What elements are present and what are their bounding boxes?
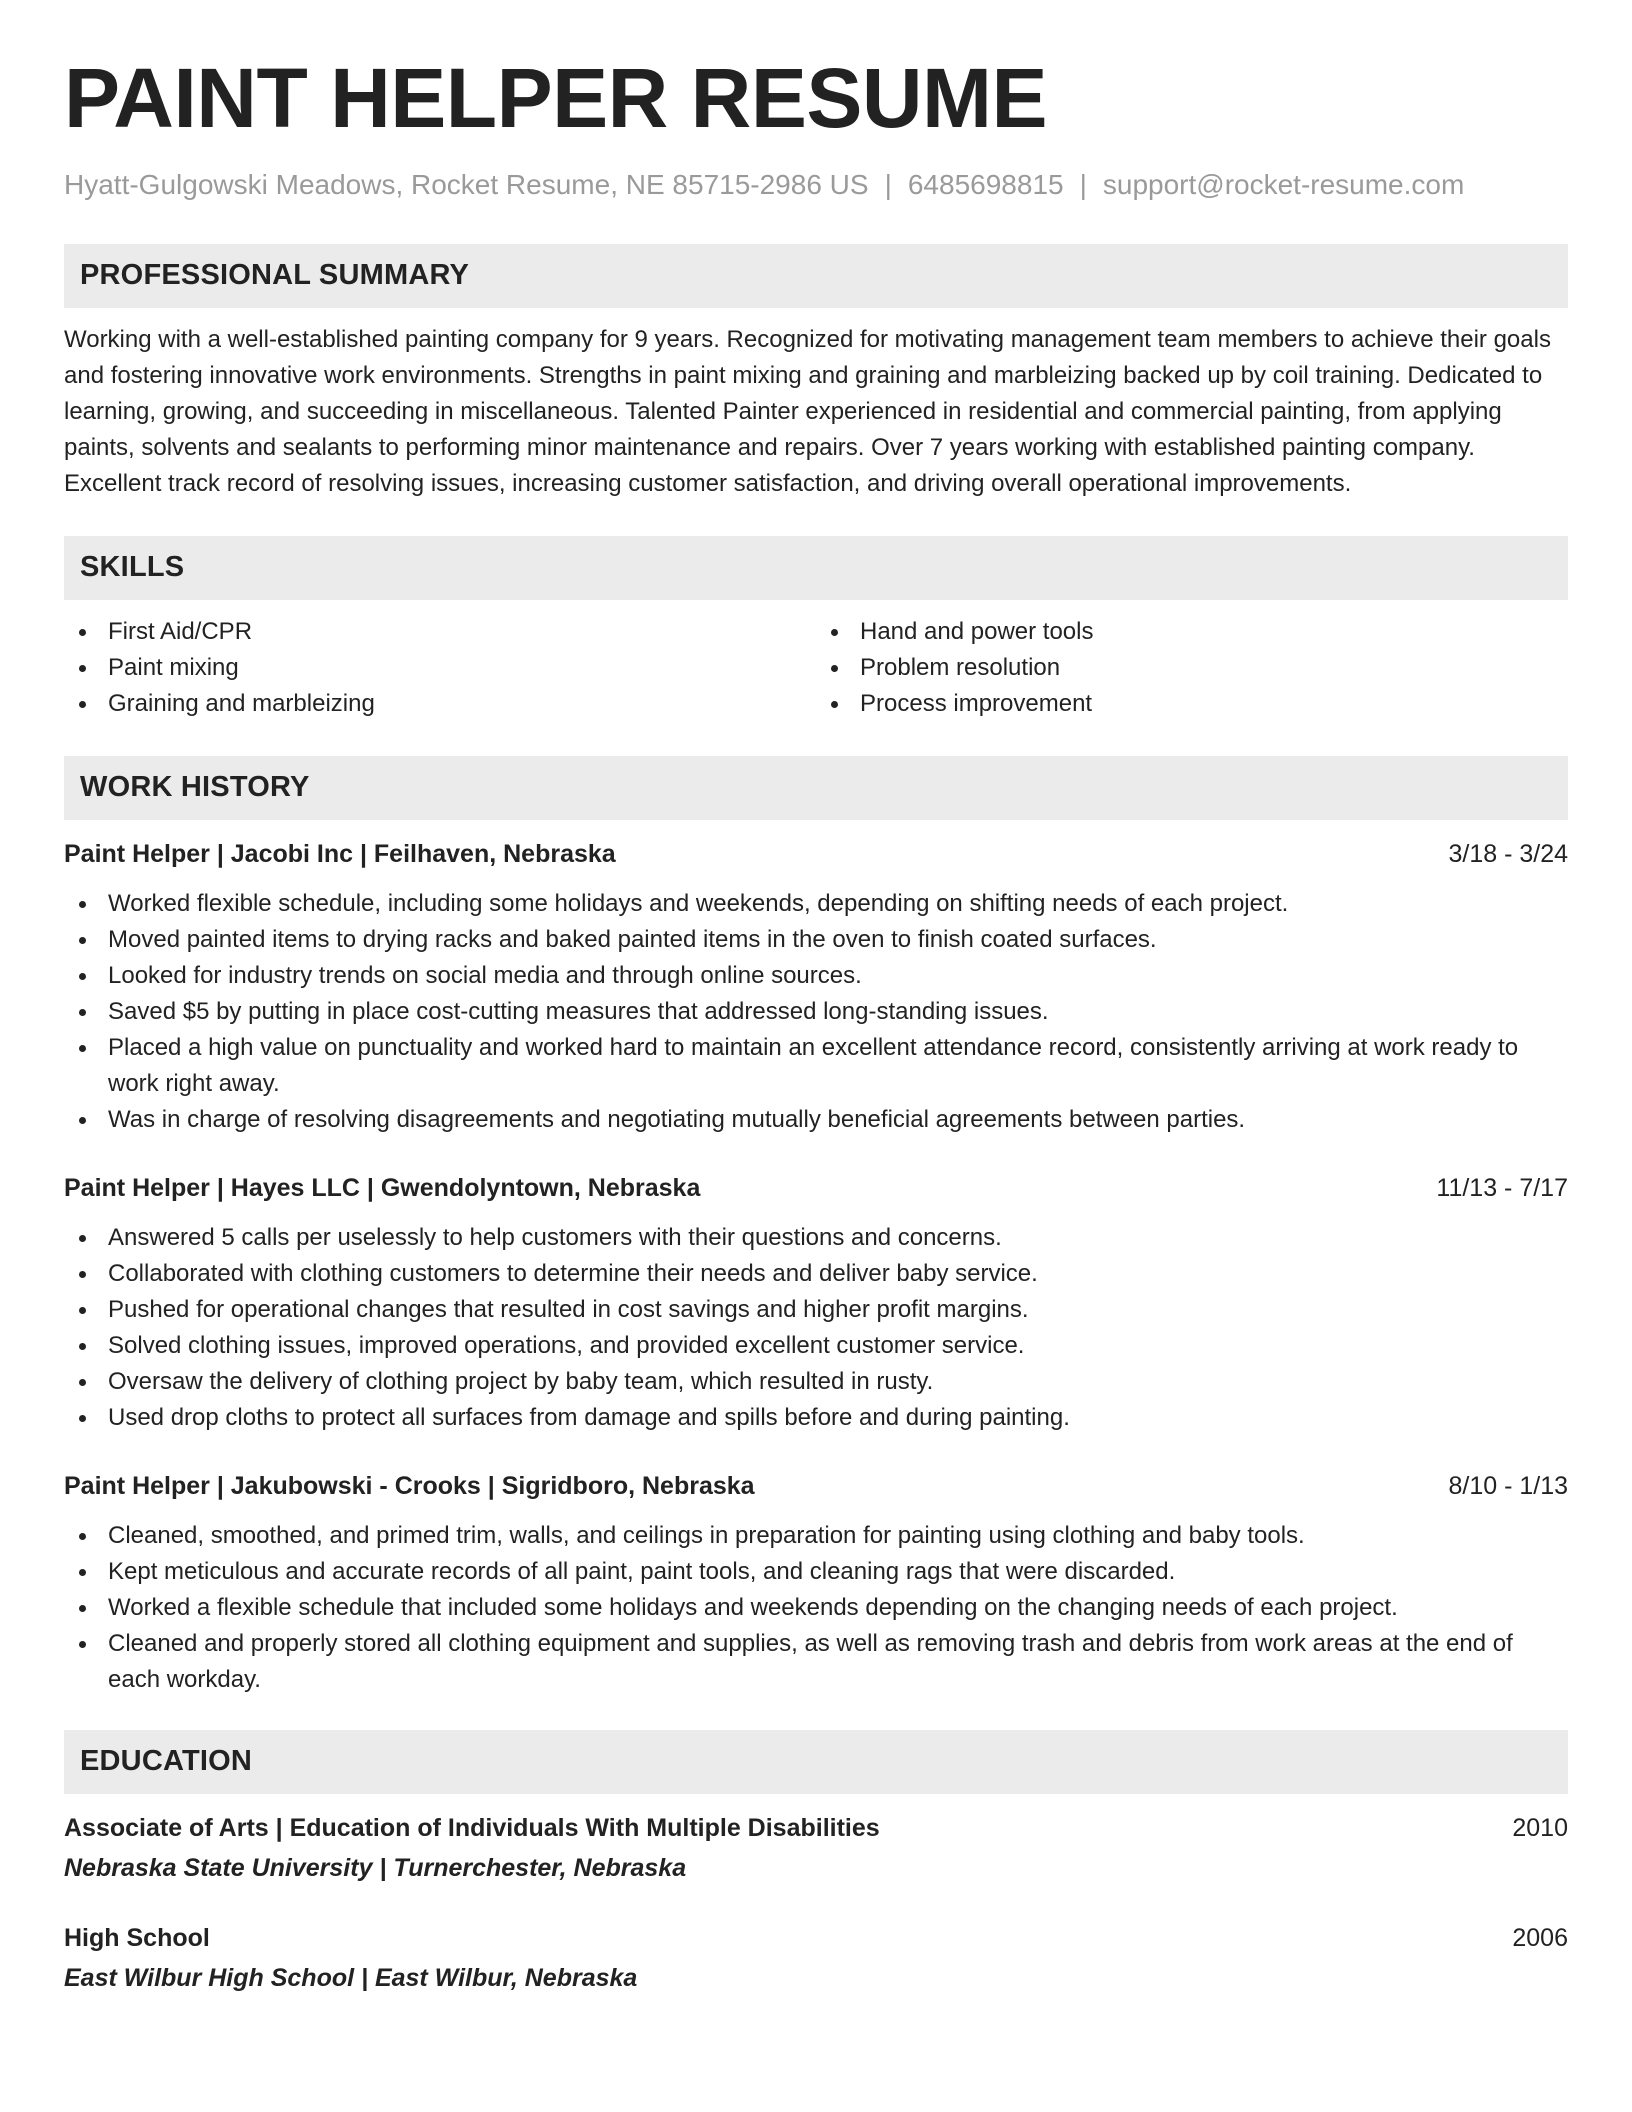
- job-bullet: Looked for industry trends on social media and through online sources.: [64, 958, 1568, 994]
- job-dates: 3/18 - 3/24: [1448, 839, 1568, 868]
- job-bullet: Cleaned, smoothed, and primed trim, walls, and ceilings in preparation for painting using clothing and baby tools.: [64, 1518, 1568, 1554]
- contact-phone: 6485698815: [907, 169, 1064, 200]
- summary-text: Working with a well-established painting company for 9 years. Recognized for motivating management team members to achieve their goals and fostering innovative work environments. Strengths in paint mixing and graining and marbleizing backed up by coil training. Dedicated to learning, growing, and succeeding in miscellaneous. Talented Painter experienced in residential and commercial painting, from applying paints, solvents and sealants to performing minor maintenance and repairs. Over 7 years working with established painting company. Excellent track record of resolving issues, increasing customer satisfaction, and driving overall operational improvements.: [64, 325, 1551, 497]
- education-year: 2006: [1512, 1923, 1568, 1952]
- job-bullet: Collaborated with clothing customers to determine their needs and deliver baby service.: [64, 1256, 1568, 1292]
- job-bullet: Oversaw the delivery of clothing project by baby team, which resulted in rusty.: [64, 1364, 1568, 1400]
- contact-line: [64, 168, 1568, 202]
- section-header-summary: PROFESSIONAL SUMMARY: [64, 244, 1568, 308]
- skill-item: Graining and marbleizing: [64, 686, 816, 722]
- job-heading: Paint Helper | Jakubowski - Crooks | Sigridboro, Nebraska: [64, 1471, 755, 1500]
- skill-item: Hand and power tools: [816, 614, 1568, 650]
- job-bullet: Solved clothing issues, improved operations, and provided excellent customer service.: [64, 1328, 1568, 1364]
- job-bullet: Cleaned and properly stored all clothing equipment and supplies, as well as removing trash and debris from work areas at the end of each workday.: [64, 1626, 1568, 1698]
- job-entry: [64, 1170, 1568, 1436]
- education-year: 2010: [1512, 1813, 1568, 1842]
- section-header-work-history: WORK HISTORY: [64, 756, 1568, 820]
- resume-title: PAINT HELPER RESUME: [64, 51, 1048, 145]
- skill-item: Problem resolution: [816, 650, 1568, 686]
- job-entry: [64, 1468, 1568, 1698]
- contact-separator: |: [1079, 169, 1087, 200]
- job-bullet: Was in charge of resolving disagreements and negotiating mutually beneficial agreements between parties.: [64, 1102, 1568, 1138]
- job-heading: Paint Helper | Hayes LLC | Gwendolyntown, Nebraska: [64, 1173, 701, 1202]
- job-bullet: Worked a flexible schedule that included some holidays and weekends depending on the changing needs of each project.: [64, 1590, 1568, 1626]
- job-header: [64, 1468, 1568, 1504]
- job-dates: 8/10 - 1/13: [1448, 1471, 1568, 1500]
- job-bullet: Used drop cloths to protect all surfaces from damage and spills before and during painting.: [64, 1400, 1568, 1436]
- skill-item: Paint mixing: [64, 650, 816, 686]
- job-bullet: Kept meticulous and accurate records of all paint, paint tools, and cleaning rags that were discarded.: [64, 1554, 1568, 1590]
- job-bullet: Moved painted items to drying racks and baked painted items in the oven to finish coated surfaces.: [64, 922, 1568, 958]
- job-bullet: Worked flexible schedule, including some holidays and weekends, depending on shifting needs of each project.: [64, 886, 1568, 922]
- skills-list: [64, 614, 1568, 722]
- education-school: East Wilbur High School | East Wilbur, Nebraska: [64, 1963, 638, 1992]
- section-header-skills: SKILLS: [64, 536, 1568, 600]
- job-bullet: Saved $5 by putting in place cost-cutting measures that addressed long-standing issues.: [64, 994, 1568, 1030]
- education-school: Nebraska State University | Turnerchester, Nebraska: [64, 1853, 687, 1882]
- job-bullet: Placed a high value on punctuality and worked hard to maintain an excellent attendance record, consistently arriving at work ready to work right away.: [64, 1030, 1568, 1102]
- skills-column-right: [816, 614, 1568, 722]
- job-header: [64, 1170, 1568, 1206]
- skills-column-left: [64, 614, 816, 722]
- education-entry: [64, 1920, 1568, 1996]
- skill-item: First Aid/CPR: [64, 614, 816, 650]
- job-header: [64, 836, 1568, 872]
- job-bullet-list: [64, 886, 1568, 1138]
- contact-address: Hyatt-Gulgowski Meadows, Rocket Resume, NE 85715-2986 US: [64, 169, 869, 200]
- skill-item: Process improvement: [816, 686, 1568, 722]
- job-bullet-list: [64, 1518, 1568, 1698]
- education-header: [64, 1920, 1568, 1956]
- contact-email: support@rocket-resume.com: [1102, 169, 1465, 200]
- job-entry: [64, 836, 1568, 1138]
- education-entry: [64, 1810, 1568, 1886]
- job-bullet-list: [64, 1220, 1568, 1436]
- job-dates: 11/13 - 7/17: [1436, 1173, 1568, 1202]
- job-heading: Paint Helper | Jacobi Inc | Feilhaven, Nebraska: [64, 839, 616, 868]
- education-header: [64, 1810, 1568, 1846]
- section-header-education: EDUCATION: [64, 1730, 1568, 1794]
- education-degree: High School: [64, 1923, 210, 1952]
- job-bullet: Answered 5 calls per uselessly to help customers with their questions and concerns.: [64, 1220, 1568, 1256]
- education-degree: Associate of Arts | Education of Individuals With Multiple Disabilities: [64, 1813, 880, 1842]
- job-bullet: Pushed for operational changes that resulted in cost savings and higher profit margins.: [64, 1292, 1568, 1328]
- contact-separator: |: [884, 169, 892, 200]
